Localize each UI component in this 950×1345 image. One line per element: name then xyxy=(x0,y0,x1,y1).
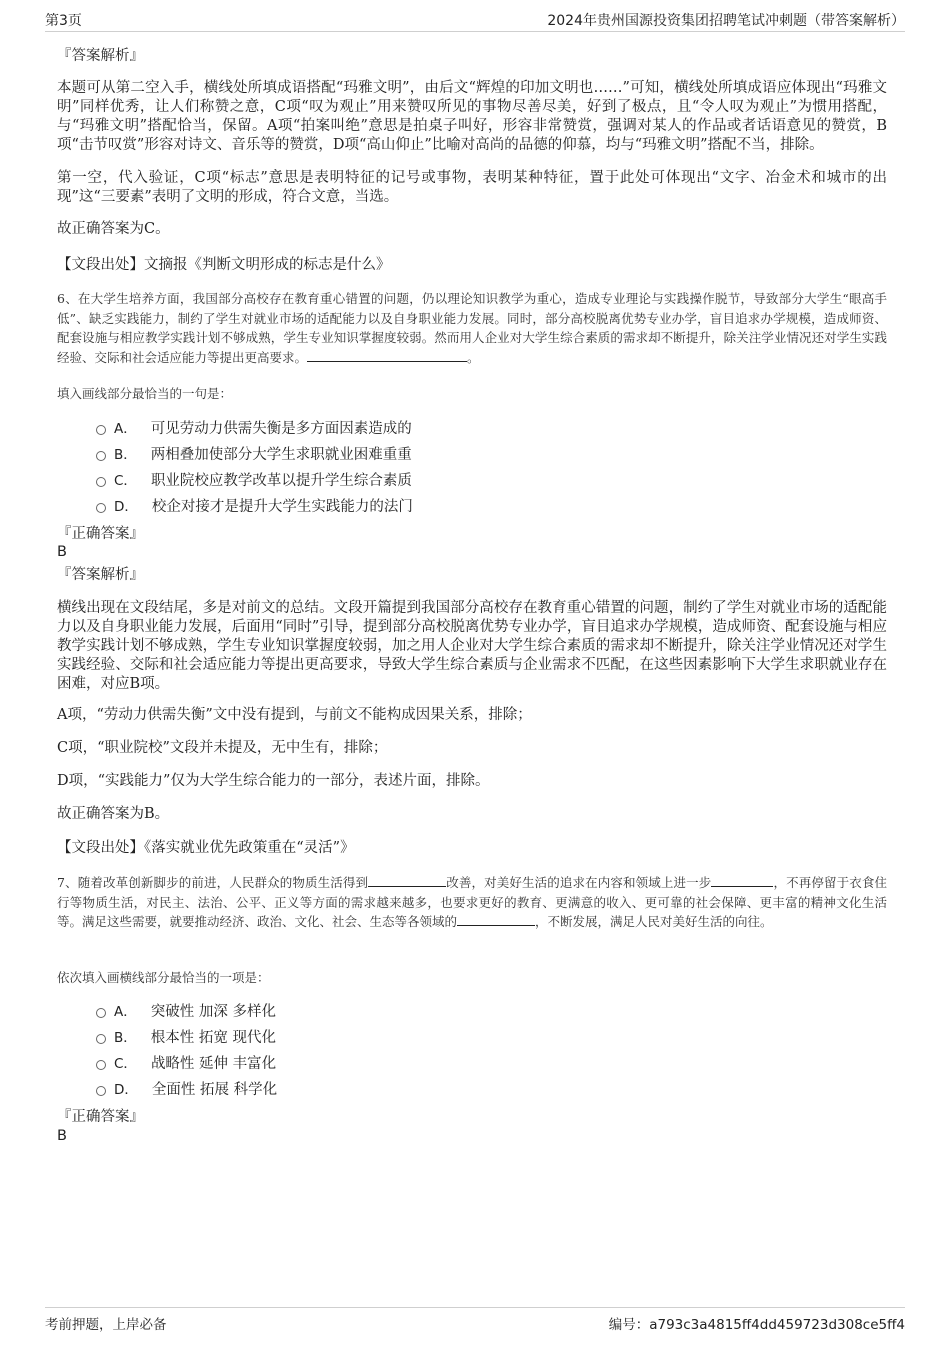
q7-blank-3 xyxy=(457,913,535,926)
header-divider xyxy=(45,31,905,32)
q6-answer-blank xyxy=(307,349,467,362)
q6-analysis-para-4: D项，“实践能力”仅为大学生综合能力的一部分，表述片面，排除。 xyxy=(57,773,490,789)
q7-answer-heading: 『正确答案』 xyxy=(57,1109,144,1125)
option-label: D． xyxy=(114,1082,138,1098)
q6-answer-heading: 『正确答案』 xyxy=(57,526,144,542)
q6-analysis-para-1: 横线出现在文段结尾，多是对前文的总结。文段开篇提到我国部分高校存在教育重心错置的问题，制约了学生对就业市场的适配能力以及自身职业能力发展，后面用“同时”引导，提到部分高校脱离优势专业办学，盲目追求办学规模，造成师资、配套设施与相应教学实践计划不够成熟，学生专业知识掌握度较弱，加之用人企业对大学生综合素质的需求却不断提升，除关注学业情况还对学生实践经验、交际和社会适应能力等提出更高要求，导致大学生综合素质与企业需求不匹配，在这些因素影响下大学生求职就业存在困难，对应B项。 xyxy=(57,600,887,692)
q7-stem xyxy=(57,873,887,932)
q7-option-a[interactable] xyxy=(96,1002,276,1022)
q7-blank-2 xyxy=(711,874,773,887)
document-code-value: a793c3a4815ff4dd459723d308ce5ff4 xyxy=(649,1317,905,1333)
footer-divider xyxy=(45,1307,905,1308)
q6-stem xyxy=(57,289,887,367)
option-text: 战略性 延伸 丰富化 xyxy=(150,1056,277,1072)
radio-icon[interactable] xyxy=(96,1034,106,1044)
page-number: 第3页 xyxy=(45,13,82,29)
option-label: B． xyxy=(114,447,137,463)
q7-option-c[interactable] xyxy=(96,1054,276,1074)
q6-analysis-heading: 『答案解析』 xyxy=(57,567,144,583)
q6-option-a[interactable] xyxy=(96,419,412,439)
q6-option-b[interactable] xyxy=(96,445,412,465)
option-label: C． xyxy=(114,1056,137,1072)
radio-icon[interactable] xyxy=(96,425,106,435)
option-text: 全面性 拓展 科学化 xyxy=(151,1082,278,1098)
document-code-label: 编号： xyxy=(608,1317,650,1333)
footer-tagline: 考前押题，上岸必备 xyxy=(45,1317,167,1333)
document-title: 2024年贵州国源投资集团招聘笔试冲刺题（带答案解析） xyxy=(547,13,905,29)
option-text: 两相叠加使部分大学生求职就业困难重重 xyxy=(150,447,412,463)
q7-prompt: 依次填入画横线部分最恰当的一项是： xyxy=(57,970,270,985)
option-label: C． xyxy=(114,473,137,489)
radio-icon[interactable] xyxy=(96,451,106,461)
q7-stem-part-4: ，不断发展，满足人民对美好生活的向往。 xyxy=(535,914,773,929)
option-text: 可见劳动力供需失衡是多方面因素造成的 xyxy=(150,421,412,437)
q6-analysis-para-3: C项，“职业院校”文段并未提及，无中生有，排除； xyxy=(57,740,388,756)
q7-stem-part-2: 改善，对美好生活的追求在内容和领域上进一步 xyxy=(446,875,712,890)
q5-analysis-heading: 『答案解析』 xyxy=(57,48,144,64)
q7-blank-1 xyxy=(368,874,446,887)
q7-option-b[interactable] xyxy=(96,1028,276,1048)
radio-icon[interactable] xyxy=(96,503,106,513)
option-label: A． xyxy=(114,421,137,437)
q6-conclusion: 故正确答案为B。 xyxy=(57,806,170,822)
q5-analysis-para-2: 第一空，代入验证，C项“标志”意思是表明特征的记号或事物，表明某种特征，置于此处可体现出“文字、冶金术和城市的出现”这“三要素”表明了文明的形成，符合文意，当选。 xyxy=(57,170,887,205)
radio-icon[interactable] xyxy=(96,477,106,487)
q5-source: 【文段出处】文摘报《判断文明形成的标志是什么》 xyxy=(57,257,391,273)
option-text: 职业院校应教学改革以提升学生综合素质 xyxy=(150,473,412,489)
option-label: A． xyxy=(114,1004,137,1020)
q6-analysis-para-2: A项，“劳动力供需失衡”文中没有提到，与前文不能构成因果关系，排除； xyxy=(57,707,532,723)
option-label: B． xyxy=(114,1030,137,1046)
q6-prompt: 填入画线部分最恰当的一句是： xyxy=(57,386,233,401)
q6-option-c[interactable] xyxy=(96,471,412,491)
document-code xyxy=(609,1313,905,1333)
option-label: D． xyxy=(114,499,138,515)
option-text: 根本性 拓宽 现代化 xyxy=(150,1030,276,1046)
q6-stem-text: 6、在大学生培养方面，我国部分高校存在教育重心错置的问题，仍以理论知识教学为重心，造成专业理论与实践操作脱节，导致部分大学生“眼高手低”、缺乏实践能力，制约了学生对就业市场的适配能力以及自身职业能力发展。同时，部分高校脱离优势专业办学，盲目追求办学规模，造成师资、配套设施与相应教学实践计划不够成熟，学生专业知识掌握度较弱。然而用人企业对大学生综合素质的需求却不断提升，除关注学业情况还对学生实践经验、交际和社会适应能力等提出更高要求。 xyxy=(57,291,887,365)
option-text: 突破性 加深 多样化 xyxy=(150,1004,276,1020)
q5-conclusion: 故正确答案为C。 xyxy=(57,221,170,237)
q7-answer: B xyxy=(57,1128,67,1144)
option-text: 校企对接才是提升大学生实践能力的法门 xyxy=(151,499,413,515)
q6-source: 【文段出处】《落实就业优先政策重在“灵活”》 xyxy=(57,840,355,856)
radio-icon[interactable] xyxy=(96,1060,106,1070)
q6-stem-end: 。 xyxy=(467,349,480,365)
radio-icon[interactable] xyxy=(96,1008,106,1018)
radio-icon[interactable] xyxy=(96,1086,106,1096)
q6-option-d[interactable] xyxy=(96,497,413,517)
q6-answer: B xyxy=(57,544,67,560)
q5-analysis-para-1: 本题可从第二空入手，横线处所填成语搭配“玛雅文明”，由后文“辉煌的印加文明也……”可知，横线处所填成语应体现出“玛雅文明”同样优秀，让人们称赞之意，C项“叹为观止”用来赞叹所见的事物尽善尽美，好到了极点，且“令人叹为观止”为惯用搭配，与“玛雅文明”搭配恰当，保留。A项“拍案叫绝”意思是拍桌子叫好，形容非常赞赏，强调对某人的作品或者话语意见的赞赏，B项“击节叹赏”形容对诗文、音乐等的赞赏，D项“高山仰止”比喻对高尚的品德的仰慕，均与“玛雅文明”搭配不当，排除。 xyxy=(57,80,887,153)
q7-option-d[interactable] xyxy=(96,1080,277,1100)
q7-stem-part-1: 7、随着改革创新脚步的前进，人民群众的物质生活得到 xyxy=(57,875,369,890)
q7-stem-part-3: ，不再停留于衣食住行等物质生活，对民主、法治、公平、正义等方面的需求越来越多，也要求更好的教育、更满意的收入、更可靠的社会保障、更丰富的精神文化生活等。满足这些需要，就要推动经济、政治、文化、社会、生态等各领域的 xyxy=(57,875,887,929)
